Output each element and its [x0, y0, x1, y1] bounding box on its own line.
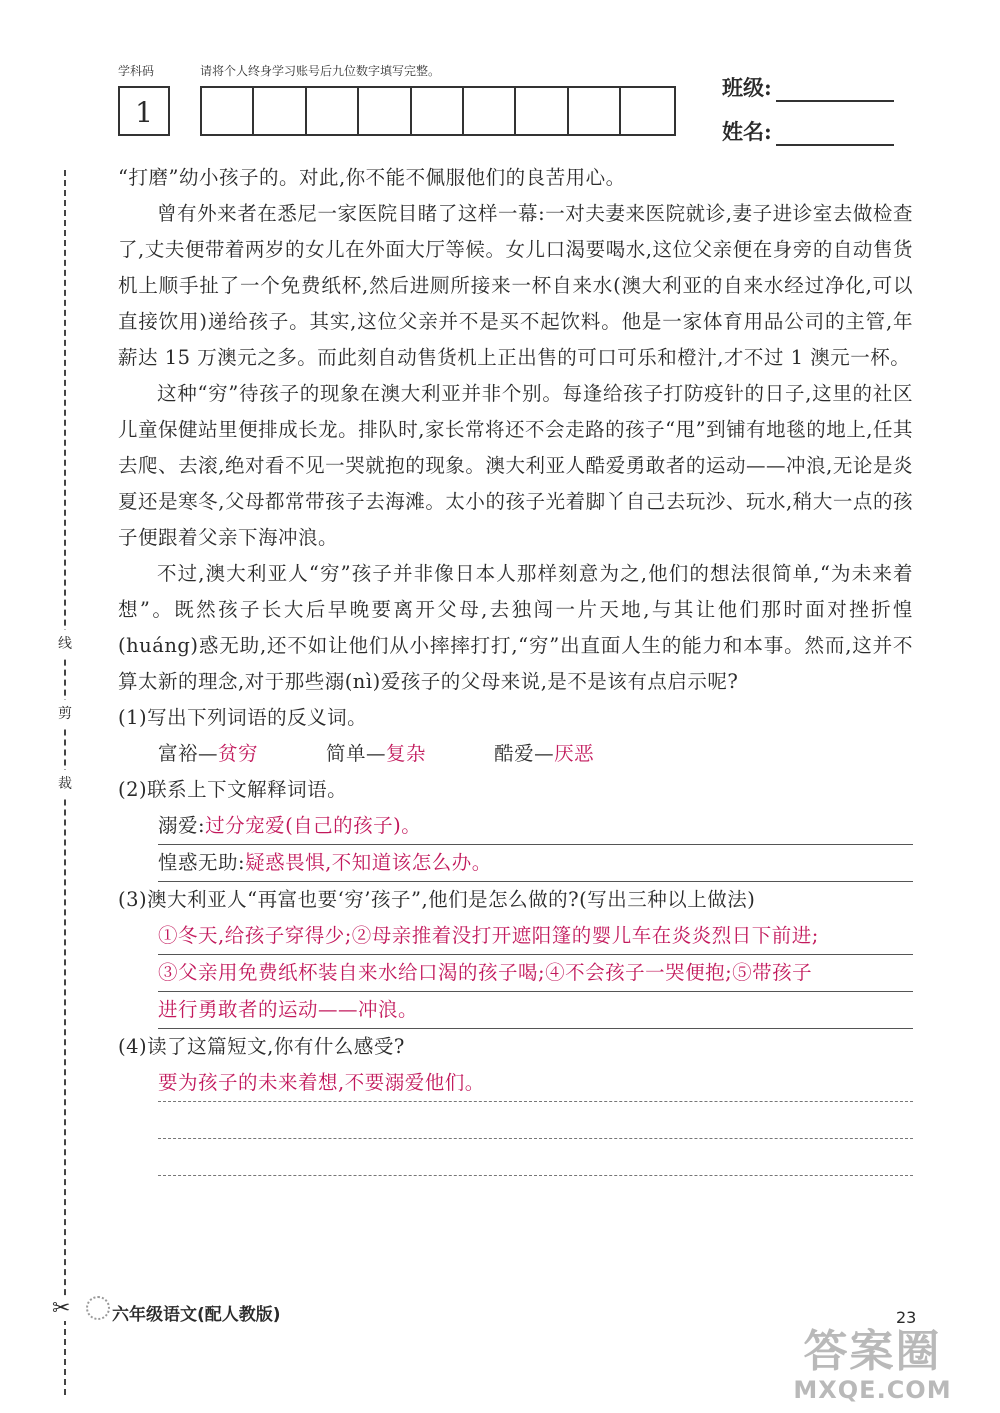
subject-code-label: 学科码 — [118, 64, 155, 78]
definition-line — [158, 808, 913, 845]
name-label: 姓名: — [722, 119, 772, 144]
class-label: 班级: — [722, 75, 772, 100]
name-field — [722, 116, 894, 146]
class-input-line[interactable] — [776, 80, 894, 102]
question-3-prompt: (3)澳大利亚人“再富也要‘穷’孩子”,他们是怎么做的?(写出三种以上做法) — [118, 888, 756, 911]
digit-cell[interactable] — [621, 88, 673, 134]
main-content — [118, 160, 913, 1176]
antonym-answer: 厌恶 — [554, 742, 595, 765]
question-4-answer: 要为孩子的未来着想,不要溺爱他们。 — [158, 1065, 913, 1102]
antonym-pair — [158, 736, 258, 772]
question-4-prompt: (4)读了这篇短文,你有什么感受? — [118, 1035, 405, 1058]
watermark-url: MXQE.COM — [793, 1376, 952, 1404]
digit-cell[interactable] — [307, 88, 359, 134]
antonym-word: 简单— — [326, 742, 387, 765]
class-field — [722, 72, 894, 102]
watermark-logo: 答案圈 — [803, 1326, 942, 1377]
answer-line: ③父亲用免费纸杯装自来水给口渴的孩子喝;④不会孩子一哭便抱;⑤带孩子 — [158, 955, 913, 992]
antonym-pair — [326, 736, 426, 772]
book-title: 六年级语文(配人教版) — [112, 1305, 281, 1325]
account-instruction: 请将个人终身学习账号后九位数字填写完整。 — [200, 64, 441, 78]
digit-cell[interactable] — [254, 88, 306, 134]
page-number: 23 — [896, 1308, 917, 1327]
cut-char-cut: 剪 — [55, 700, 75, 726]
watermark — [760, 1328, 985, 1404]
passage-paragraph: “打磨”幼小孩子的。对此,你不能不佩服他们的良苦用心。 — [118, 166, 626, 189]
digit-cell[interactable] — [202, 88, 254, 134]
footer-ornament-icon — [86, 1296, 110, 1320]
antonym-answer: 复杂 — [386, 742, 427, 765]
answer-line: 进行勇敢者的运动——冲浪。 — [158, 992, 913, 1029]
subject-code-box: 1 — [118, 86, 170, 136]
definition-line — [158, 845, 913, 882]
antonym-answer: 贫穷 — [218, 742, 259, 765]
antonym-row — [118, 736, 913, 772]
cut-char-trim: 裁 — [55, 770, 75, 796]
account-digit-grid — [200, 86, 676, 136]
passage-paragraph: 这种“穷”待孩子的现象在澳大利亚并非个别。每逢给孩子打防疫针的日子,这里的社区儿童保健站里便排成长龙。排队时,家长常将还不会走路的孩子“甩”到铺有地毯的地上,任其去爬、去滚,绝对看不见一哭就抱的现象。澳大利亚人酷爱勇敢者的运动——冲浪,无论是炎夏还是寒冬,父母都常带孩子去海滩。太小的孩子光着脚丫自己去玩沙、玩水,稍大一点的孩子便跟着父亲下海冲浪。 — [118, 382, 913, 549]
digit-cell[interactable] — [569, 88, 621, 134]
digit-cell[interactable] — [464, 88, 516, 134]
passage-paragraph: 曾有外来者在悉尼一家医院目睹了这样一幕:一对夫妻来医院就诊,妻子进诊室去做检查了,丈夫便带着两岁的女儿在外面大厅等候。女儿口渴要喝水,这位父亲便在身旁的自动售货机上顺手扯了一个免费纸杯,然后进厕所接来一杯自来水(澳大利亚的自来水经过净化,可以直接饮用)递给孩子。其实,这位父亲并不是买不起饮料。他是一家体育用品公司的主管,年薪达 15 万澳元之多。而此刻自动售货机上正出售的可口可乐和橙汁,才不过 1 澳元一杯。 — [118, 202, 913, 369]
digit-cell[interactable] — [516, 88, 568, 134]
antonym-word: 酷爱— — [494, 742, 555, 765]
definition-word: 惶惑无助: — [158, 851, 246, 874]
scissors-icon: ✂ — [52, 1296, 71, 1321]
antonym-pair — [494, 736, 594, 772]
question-2-prompt: (2)联系上下文解释词语。 — [118, 778, 348, 801]
question-3-answer — [158, 918, 913, 1029]
definition-answer: 疑惑畏惧,不知道该怎么办。 — [245, 851, 492, 874]
digit-cell[interactable] — [412, 88, 464, 134]
blank-answer-line[interactable] — [158, 1139, 913, 1176]
definition-answer: 过分宠爱(自己的孩子)。 — [205, 814, 422, 837]
passage-paragraph: 不过,澳大利亚人“穷”孩子并非像日本人那样刻意为之,他们的想法很简单,“为未来着想”。既然孩子长大后早晚要离开父母,去独闯一片天地,与其让他们那时面对挫折惶(huáng)惑无助,还不如让他们从小摔摔打打,“穷”出直面人生的能力和本事。然而,这并不算太新的理念,对于那些溺(nì)爱孩子的父母来说,是不是该有点启示呢? — [118, 562, 913, 693]
name-input-line[interactable] — [776, 124, 894, 146]
question-1-prompt: (1)写出下列词语的反义词。 — [118, 706, 368, 729]
definition-word: 溺爱: — [158, 814, 206, 837]
digit-cell[interactable] — [359, 88, 411, 134]
antonym-word: 富裕— — [158, 742, 219, 765]
answer-line: ①冬天,给孩子穿得少;②母亲推着没打开遮阳篷的婴儿车在炎炎烈日下前进; — [158, 918, 913, 955]
cut-char-line: 线 — [55, 630, 75, 656]
blank-answer-line[interactable] — [158, 1102, 913, 1139]
